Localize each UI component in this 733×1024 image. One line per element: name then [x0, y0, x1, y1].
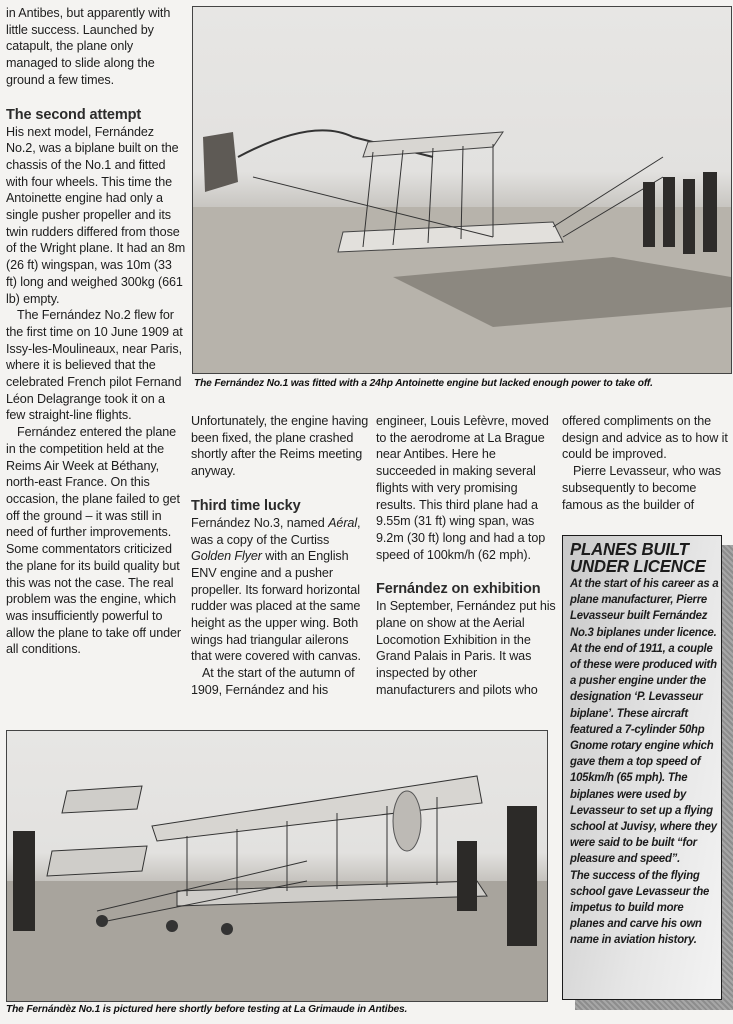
paragraph: Fernández entered the plane in the competition held at the Reims Air Week at Béthany, north-east France. On this occasion, the plane failed to get off the ground – it was still in need of further improvements. Some commentators criticized the plane for its build quality but this was not the case. The real problem was the engine, which was insufficiently powerful to allow the plane to take off under all conditions. [6, 425, 182, 657]
biplane-illustration [193, 7, 731, 373]
text-run: Fernández No.3, named [191, 515, 329, 530]
paragraph: offered compliments on the design and advice as to how it could be improved. [562, 414, 728, 462]
text-run: with an English ENV engine and a pusher propeller. Its forward horizontal rudder was placed at the same height as the upper wing. Both wings had triangular ailerons that were covered with canvas. [191, 549, 361, 664]
paragraph: Pierre Levasseur, who was subsequently to become famous as the builder of [562, 464, 721, 512]
photo-fernandez-no1-bottom [6, 730, 548, 1002]
section-heading-third-time-lucky: Third time lucky [191, 497, 301, 514]
plane-name: Golden Flyer [191, 549, 262, 564]
intro-paragraph: in Antibes, but apparently with little success. Launched by catapult, the plane only managed to slide along the ground a few times. [6, 6, 171, 87]
paragraph: His next model, Fernández No.2, was a biplane built on the chassis of the No.1 and fitted with four wheels. This time the Antoinette engine had only a single pusher propeller and its twin rudders differed from those of the Wright plane. It had an 8m (26 ft) wingspan, was 10m (33 ft) long and weighed 300kg (661 lb) empty. [6, 124, 186, 306]
text-run: , was a copy of the Curtiss [191, 515, 361, 547]
sidebar-planes-built-under-licence [562, 535, 722, 1000]
photo-credit [1, 880, 11, 1010]
article-column-1 [6, 5, 186, 658]
photo-caption-top: The Fernández No.1 was fitted with a 24hp Antoinette engine but lacked enough power to take off. [194, 378, 653, 389]
article-column-4 [562, 413, 730, 513]
section-heading-exhibition: Fernández on exhibition [376, 581, 541, 598]
article-column-3 [376, 413, 556, 699]
paragraph: In September, Fernández put his plane on show at the Aerial Locomotion Exhibition in the Grand Palais in Paris. It was inspected by other manufacturers and pilots who [376, 599, 556, 697]
plane-name: Aéral [328, 515, 358, 530]
section-heading-second-attempt: The second attempt [6, 106, 142, 123]
sidebar-title: PLANES BUILT UNDER LICENCE [570, 539, 706, 576]
paragraph: Unfortunately, the engine having been fixed, the plane crashed shortly after the Reims meeting anyway. [191, 414, 369, 479]
article-column-2 [191, 413, 371, 699]
photo-fernandez-no1-top [192, 6, 732, 374]
photo-caption-bottom: The Fernándèz No.1 is pictured here shortly before testing at La Grimaude in Antibes. [6, 1004, 408, 1015]
paragraph: engineer, Louis Lefèvre, moved to the aerodrome at La Brague near Antibes. Here he succeeded in making several flights with very promising results. This third plane had a 9.55m (31 ft) wing span, was 9.2m (30 ft) long and had a top speed of 100km/h (62 mph). [376, 414, 549, 562]
sidebar-body: At the start of his career as a plane manufacturer, Pierre Levasseur built Fernández No.3 biplanes under licence. At the end of 1911, a couple of these were produced with a pusher engine under the designation ‘P. Levasseur biplane’. These aircraft featured a 7-cylinder 50hp Gnome rotary engine which gave them a top speed of 105km/h (65 mph). The biplanes were used by Levasseur to set up a flying school at Juvisy, where they were said to be built “for pleasure and speed”. [570, 576, 719, 866]
sidebar-body-2: The success of the flying school gave Levasseur the impetus to build more planes and carve his own name in aviation history. [570, 867, 710, 947]
paragraph: At the start of the autumn of 1909, Fernández and his [191, 666, 355, 697]
paragraph [191, 515, 371, 665]
paragraph: The Fernández No.2 flew for the first time on 10 June 1909 at Issy-les-Moulineaux, near Paris, where it is believed that the celebrated French pilot Fernand Léon Delagrange took it on a few straight-line flights. [6, 308, 183, 423]
biplane-illustration [7, 731, 547, 1001]
